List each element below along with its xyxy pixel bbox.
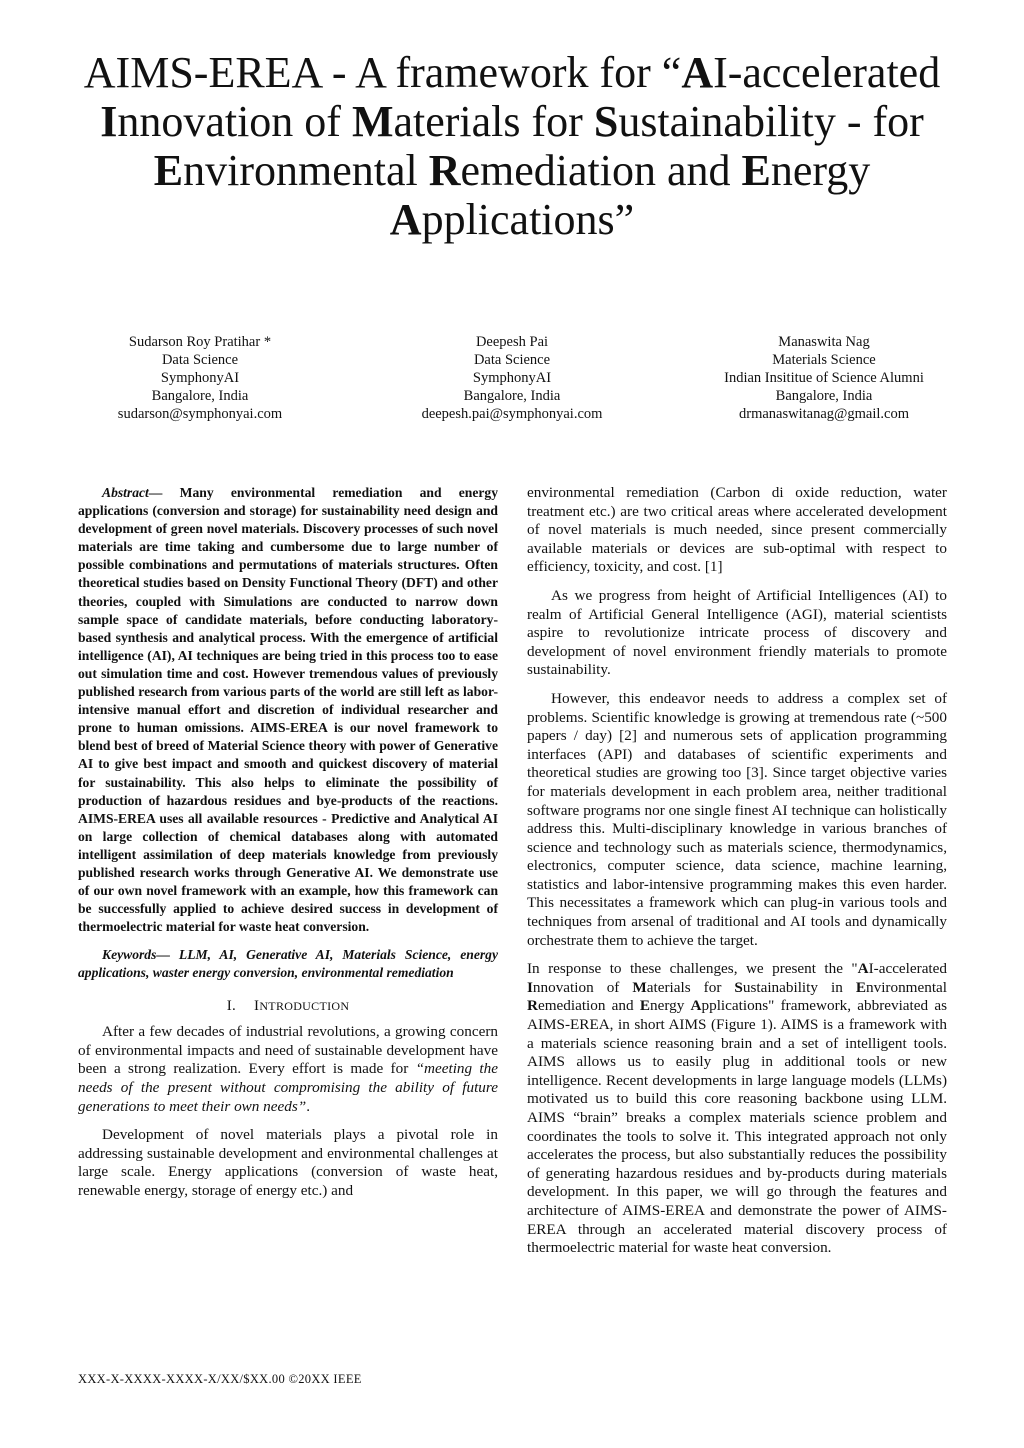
author-1 <box>50 333 350 423</box>
author-name: Sudarson Roy Pratihar * <box>128 334 272 350</box>
paper-title: AIMS-EREA - A framework for “AI-accelerated Innovation of Materials for Sustainability - for Environmental Remediation and Energy Applications” <box>83 48 941 244</box>
author-block <box>50 333 974 423</box>
author-org: SymphonyAI <box>160 370 240 386</box>
author-org: Indian Insititue of Science Alumni <box>724 370 924 386</box>
author-dept: Data Science <box>473 352 551 368</box>
author-city: Bangalore, India <box>463 388 561 404</box>
sustainability-quote: “meeting the needs of the present without compromising the ability of future generations to meet their own needs” <box>78 1060 498 1115</box>
author-email[interactable]: deepesh.pai@symphonyai.com <box>421 406 603 422</box>
keywords-label: Keywords— <box>102 947 170 963</box>
author-name: Deepesh Pai <box>475 334 549 350</box>
section-number: I. <box>226 997 237 1014</box>
author-2 <box>362 333 662 423</box>
author-city: Bangalore, India <box>151 388 249 404</box>
right-column <box>527 484 947 1268</box>
section-title-cap: I <box>254 997 260 1014</box>
author-3 <box>674 333 974 423</box>
author-email[interactable]: sudarson@symphonyai.com <box>117 406 283 422</box>
author-name: Manaswita Nag <box>778 334 870 350</box>
abstract-text: Many environmental remediation and energy applications (conversion and storage) for sustainability need design and development of green novel materials. Discovery processes of such novel materials are time taking and cumbersome due to large number of possible combinations and permutations of materials structures. Often theoretical studies based on Density Functional Theory (DFT) and other theories, coupled with Simulations are conducted to narrow down sample space of candidate materials, before conducting laboratory-based synthesis and analytical process. With the emergence of artificial intelligence (AI), AI techniques are being tried in this process too to ease out simulation time and cost. However tremendous values of previously published research from various parts of the world are still left as labor-intensive manual effort and discretion of individual researcher and prone to human omissions. AIMS-EREA is our novel framework to blend best of breed of Material Science theory with power of Generative AI to give best impact and smooth and quickest discovery of material for sustainability. This also helps to eliminate the possibility of production of hazardous residues and bye-products of the reactions. AIMS-EREA uses all available resources - Predictive and Analytical AI on large collection of chemical databases along with automated intelligent assimilation of deep materials knowledge from previously published research works through Generative AI. We demonstrate use of our own novel framework with an example, how this framework can be successfully applied to achieve desired success in development of thermoelectric material for waste heat conversion. <box>78 485 498 935</box>
intro-paragraph-1: After a few decades of industrial revolutions, a growing concern of environmental impacts and need of sustainable development have been a strong realization. Every effort is made for “meeting the needs of the present without compromising the ability of future generations to meet their own needs”. <box>78 1023 498 1115</box>
left-column <box>78 484 498 1210</box>
author-email[interactable]: drmanaswitanag@gmail.com <box>739 406 909 422</box>
author-dept: Data Science <box>161 352 239 368</box>
copyright-footer: XXX-X-XXXX-XXXX-X/XX/$XX.00 ©20XX IEEE <box>78 1372 362 1386</box>
abstract-label: Abstract— <box>102 485 163 500</box>
intro-paragraph-5: In response to these challenges, we present the "AI-accelerated Innovation of Materials for Sustainability in Environmental Remediation and Energy Applications" framework, abbreviated as AIMS-EREA, in short AIMS (Figure 1). AIMS is a framework with a materials science reasoning brain and a set of intelligent tools. AIMS allows us to easily plug in additional tools or new intelligence. Recent developments in large language models (LLMs) motivated us to build this core reasoning backbone using LLM. AIMS “brain” breaks a complex materials science problem and coordinates the tools to solve it. This integrated approach not only accelerates the process, but also substantially reduces the possibility of generating hazardous residues and by-products during materials development. In this paper, we will go through the features and architecture of AIMS-EREA and demonstrate the power of AIMS-EREA through an accelerated material discovery process of thermoelectric material for waste heat conversion. <box>527 960 947 1257</box>
keywords <box>78 946 498 982</box>
author-city: Bangalore, India <box>775 388 873 404</box>
author-dept: Materials Science <box>772 352 876 368</box>
intro-paragraph-2-continued: environmental remediation (Carbon di oxide reduction, water treatment etc.) are two critical areas where accelerated development of novel materials is much needed, since present commercially available materials or devices are sub-optimal with respect to efficiency, toxicity, and cost. [1] <box>527 484 947 576</box>
intro-paragraph-2: Development of novel materials plays a pivotal role in addressing sustainable development and environmental challenges at large scale. Energy applications (conversion of waste heat, renewable energy, storage of energy etc.) and <box>78 1126 498 1199</box>
keywords-text: LLM, AI, Generative AI, Materials Science, energy applications, waster energy conversion, environmental remediation <box>78 947 498 981</box>
section-heading-introduction <box>78 997 498 1016</box>
intro-paragraph-3: As we progress from height of Artificial Intelligences (AI) to realm of Artificial General Intelligence (AGI), material scientists aspire to revolutionize intricate process of discovery and development of novel environment friendly materials to promote sustainability. <box>527 586 947 679</box>
section-title-rest: NTRODUCTION <box>259 998 350 1013</box>
abstract <box>78 484 498 936</box>
intro-paragraph-4: However, this endeavor needs to address a complex set of problems. Scientific knowledge is growing at tremendous rate (~500 papers / day) [2] and numerous sets of application programming interfaces (API) and databases of scientific experiments and theoretical studies are growing too [3]. Since target objective varies for materials development in each problem area, neither traditional software programs nor one single finest AI technique can holistically address this. Multi-disciplinary knowledge in various branches of science and technology such as materials science, thermodynamics, electronics, computer science, data science, machine learning, statistics and labor-intensive programming makes this even harder. This necessitates a framework which can plug-in various tools and techniques from arsenal of traditional and AI tools and dynamically orchestrate them to achieve the target. <box>527 689 947 949</box>
author-org: SymphonyAI <box>472 370 552 386</box>
